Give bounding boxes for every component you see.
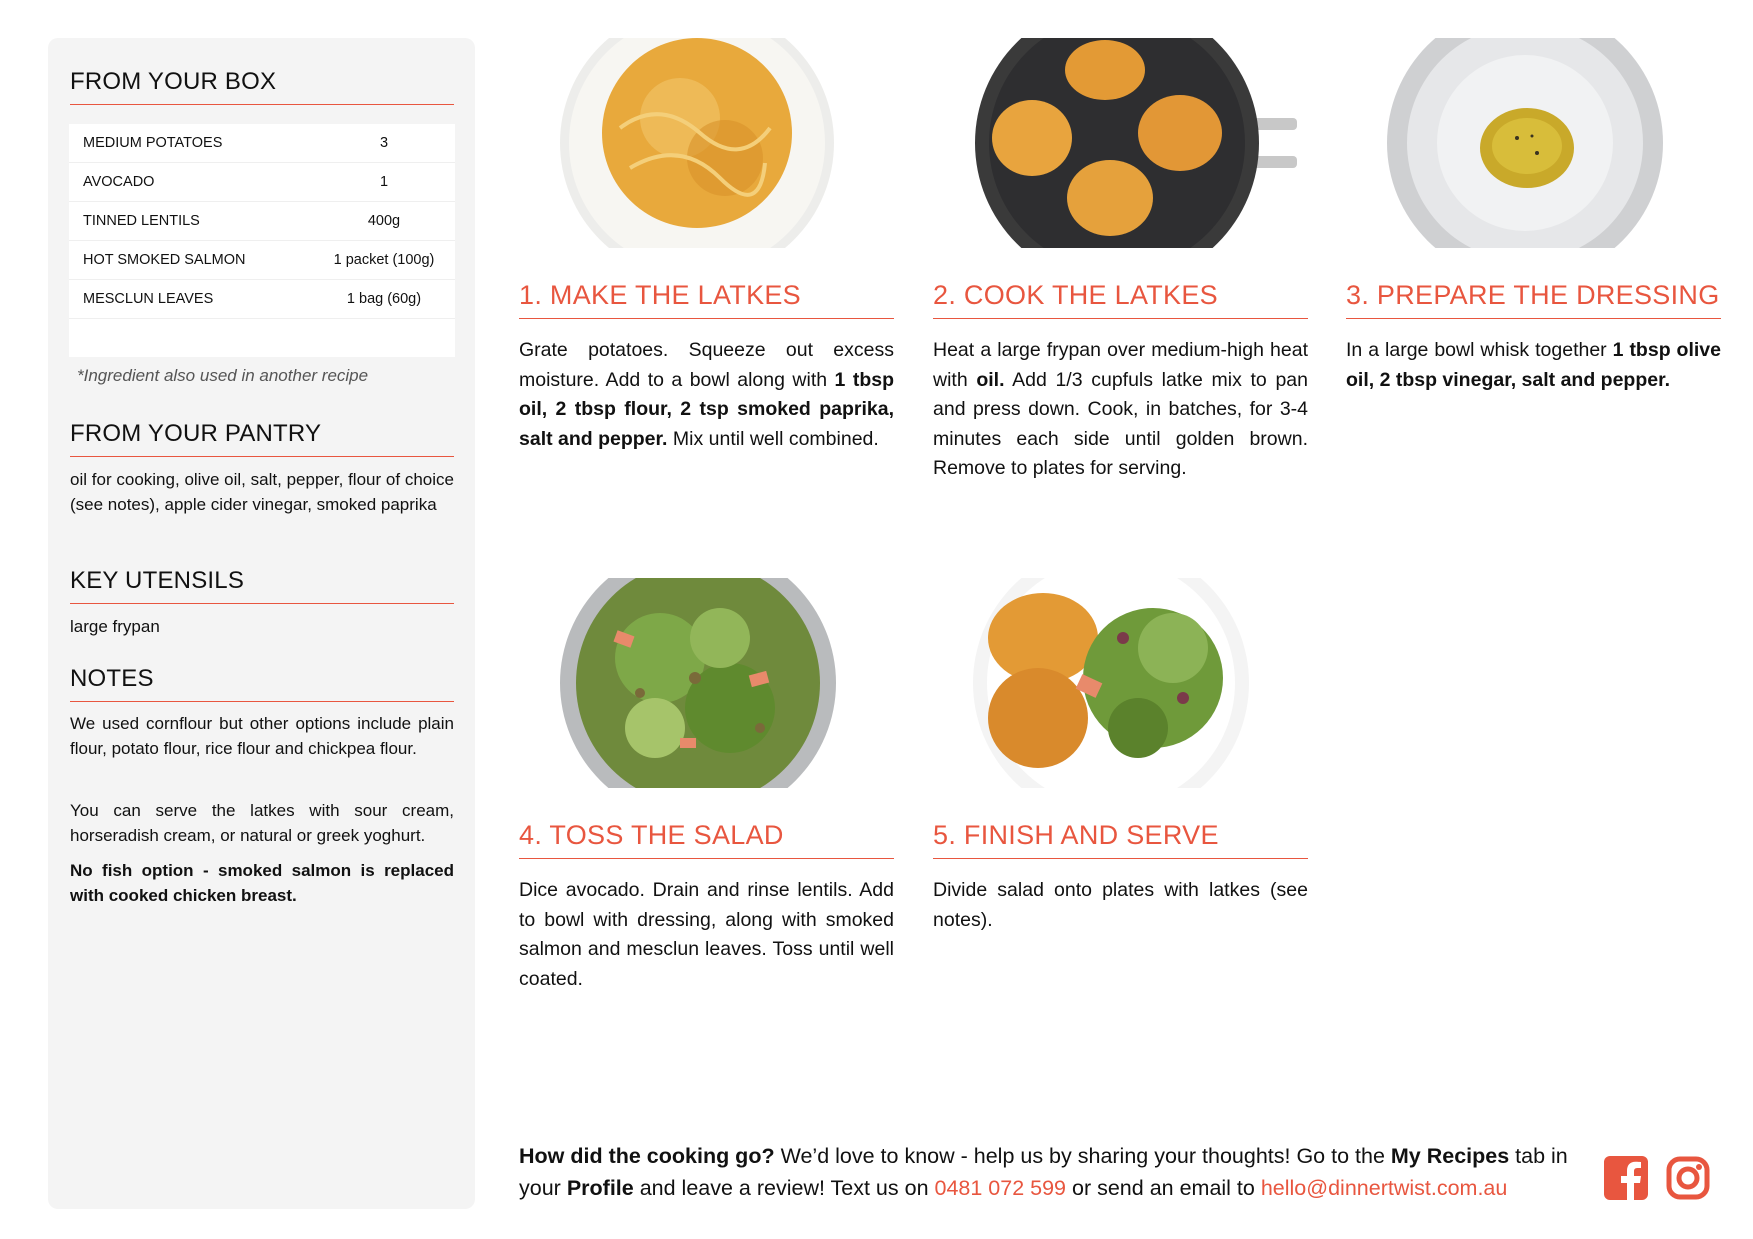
- utensils-text: large frypan: [70, 617, 160, 636]
- notes-paragraph: We used cornflour but other options include plain flour, potato flour, rice flour and chickpea flour.: [70, 714, 454, 758]
- table-row: [69, 241, 455, 280]
- step-title: 4. TOSS THE SALAD: [519, 820, 894, 859]
- phone-link[interactable]: 0481 072 599: [934, 1176, 1067, 1200]
- my-recipes-link[interactable]: My Recipes: [1390, 1144, 1510, 1168]
- profile-link[interactable]: Profile: [566, 1176, 634, 1200]
- table-row-empty: [69, 319, 455, 358]
- from-your-pantry-title: FROM YOUR PANTRY: [70, 420, 454, 457]
- step-title: 1. MAKE THE LATKES: [519, 280, 894, 319]
- ingredient-name: HOT SMOKED SALMON: [69, 241, 313, 280]
- key-utensils-title: KEY UTENSILS: [70, 567, 454, 604]
- ingredient-name: MESCLUN LEAVES: [69, 280, 313, 319]
- step-4-photo: [560, 578, 836, 788]
- ingredient-footnote: *Ingredient also used in another recipe: [77, 366, 369, 385]
- ingredient-name: AVOCADO: [69, 163, 313, 202]
- ingredient-name: TINNED LENTILS: [69, 202, 313, 241]
- step-2-photo: [975, 38, 1297, 248]
- step-text: Grate potatoes. Squeeze out excess moisture. Add to a bowl along with 1 tbsp oil, 2 tbsp flour, 2 tsp smoked paprika, salt and pepper. Mix until well combined.: [519, 339, 894, 450]
- instagram-icon[interactable]: [1666, 1156, 1710, 1205]
- feedback-footer: How did the cooking go? We’d love to know - help us by sharing your thoughts! Go to the My Recipes tab in your Profile and leave a review! Text us on 0481 072 599 or send an email to hello@dinnertwist.com.au: [519, 1144, 1568, 1200]
- step-text: Heat a large frypan over medium-high heat with oil. Add 1/3 cupfuls latke mix to pan and press down. Cook, in batches, for 3-4 minutes each side until golden brown. Remove to plates for serving.: [933, 339, 1308, 479]
- facebook-icon[interactable]: [1604, 1156, 1648, 1205]
- step-text: In a large bowl whisk together 1 tbsp olive oil, 2 tbsp vinegar, salt and pepper.: [1346, 339, 1721, 391]
- step-1-photo: [560, 38, 834, 248]
- step-title: 3. PREPARE THE DRESSING: [1346, 280, 1721, 319]
- step-title: 2. COOK THE LATKES: [933, 280, 1308, 319]
- ingredient-qty: 400g: [313, 202, 455, 241]
- step-5-photo: [973, 578, 1249, 788]
- ingredients-sidebar: [48, 38, 475, 1209]
- ingredient-qty: 1 packet (100g): [313, 241, 455, 280]
- ingredient-qty: 1: [313, 163, 455, 202]
- ingredient-qty: 3: [313, 124, 455, 163]
- notes-bold-paragraph: No fish option - smoked salmon is replaced with cooked chicken breast.: [70, 861, 454, 905]
- notes-paragraph: You can serve the latkes with sour cream, horseradish cream, or natural or greek yoghurt.: [70, 801, 454, 845]
- ingredient-name: MEDIUM POTATOES: [69, 124, 313, 163]
- pantry-text: oil for cooking, olive oil, salt, pepper, flour of choice (see notes), apple cider vinegar, smoked paprika: [70, 470, 454, 514]
- from-your-box-title: FROM YOUR BOX: [70, 68, 454, 105]
- notes-title: NOTES: [70, 665, 454, 702]
- table-row: [69, 124, 455, 163]
- step-title: 5. FINISH AND SERVE: [933, 820, 1308, 859]
- table-row: [69, 202, 455, 241]
- table-row: [69, 280, 455, 319]
- ingredient-qty: 1 bag (60g): [313, 280, 455, 319]
- feedback-question: How did the cooking go?: [519, 1144, 775, 1168]
- step-text: Dice avocado. Drain and rinse lentils. Add to bowl with dressing, along with smoked salmon and mesclun leaves. Toss until well coated.: [519, 879, 894, 990]
- email-link[interactable]: hello@dinnertwist.com.au: [1260, 1176, 1508, 1200]
- step-3-photo: [1387, 38, 1663, 248]
- table-row: [69, 163, 455, 202]
- step-text: Divide salad onto plates with latkes (see notes).: [933, 879, 1308, 931]
- ingredients-table: [69, 124, 455, 357]
